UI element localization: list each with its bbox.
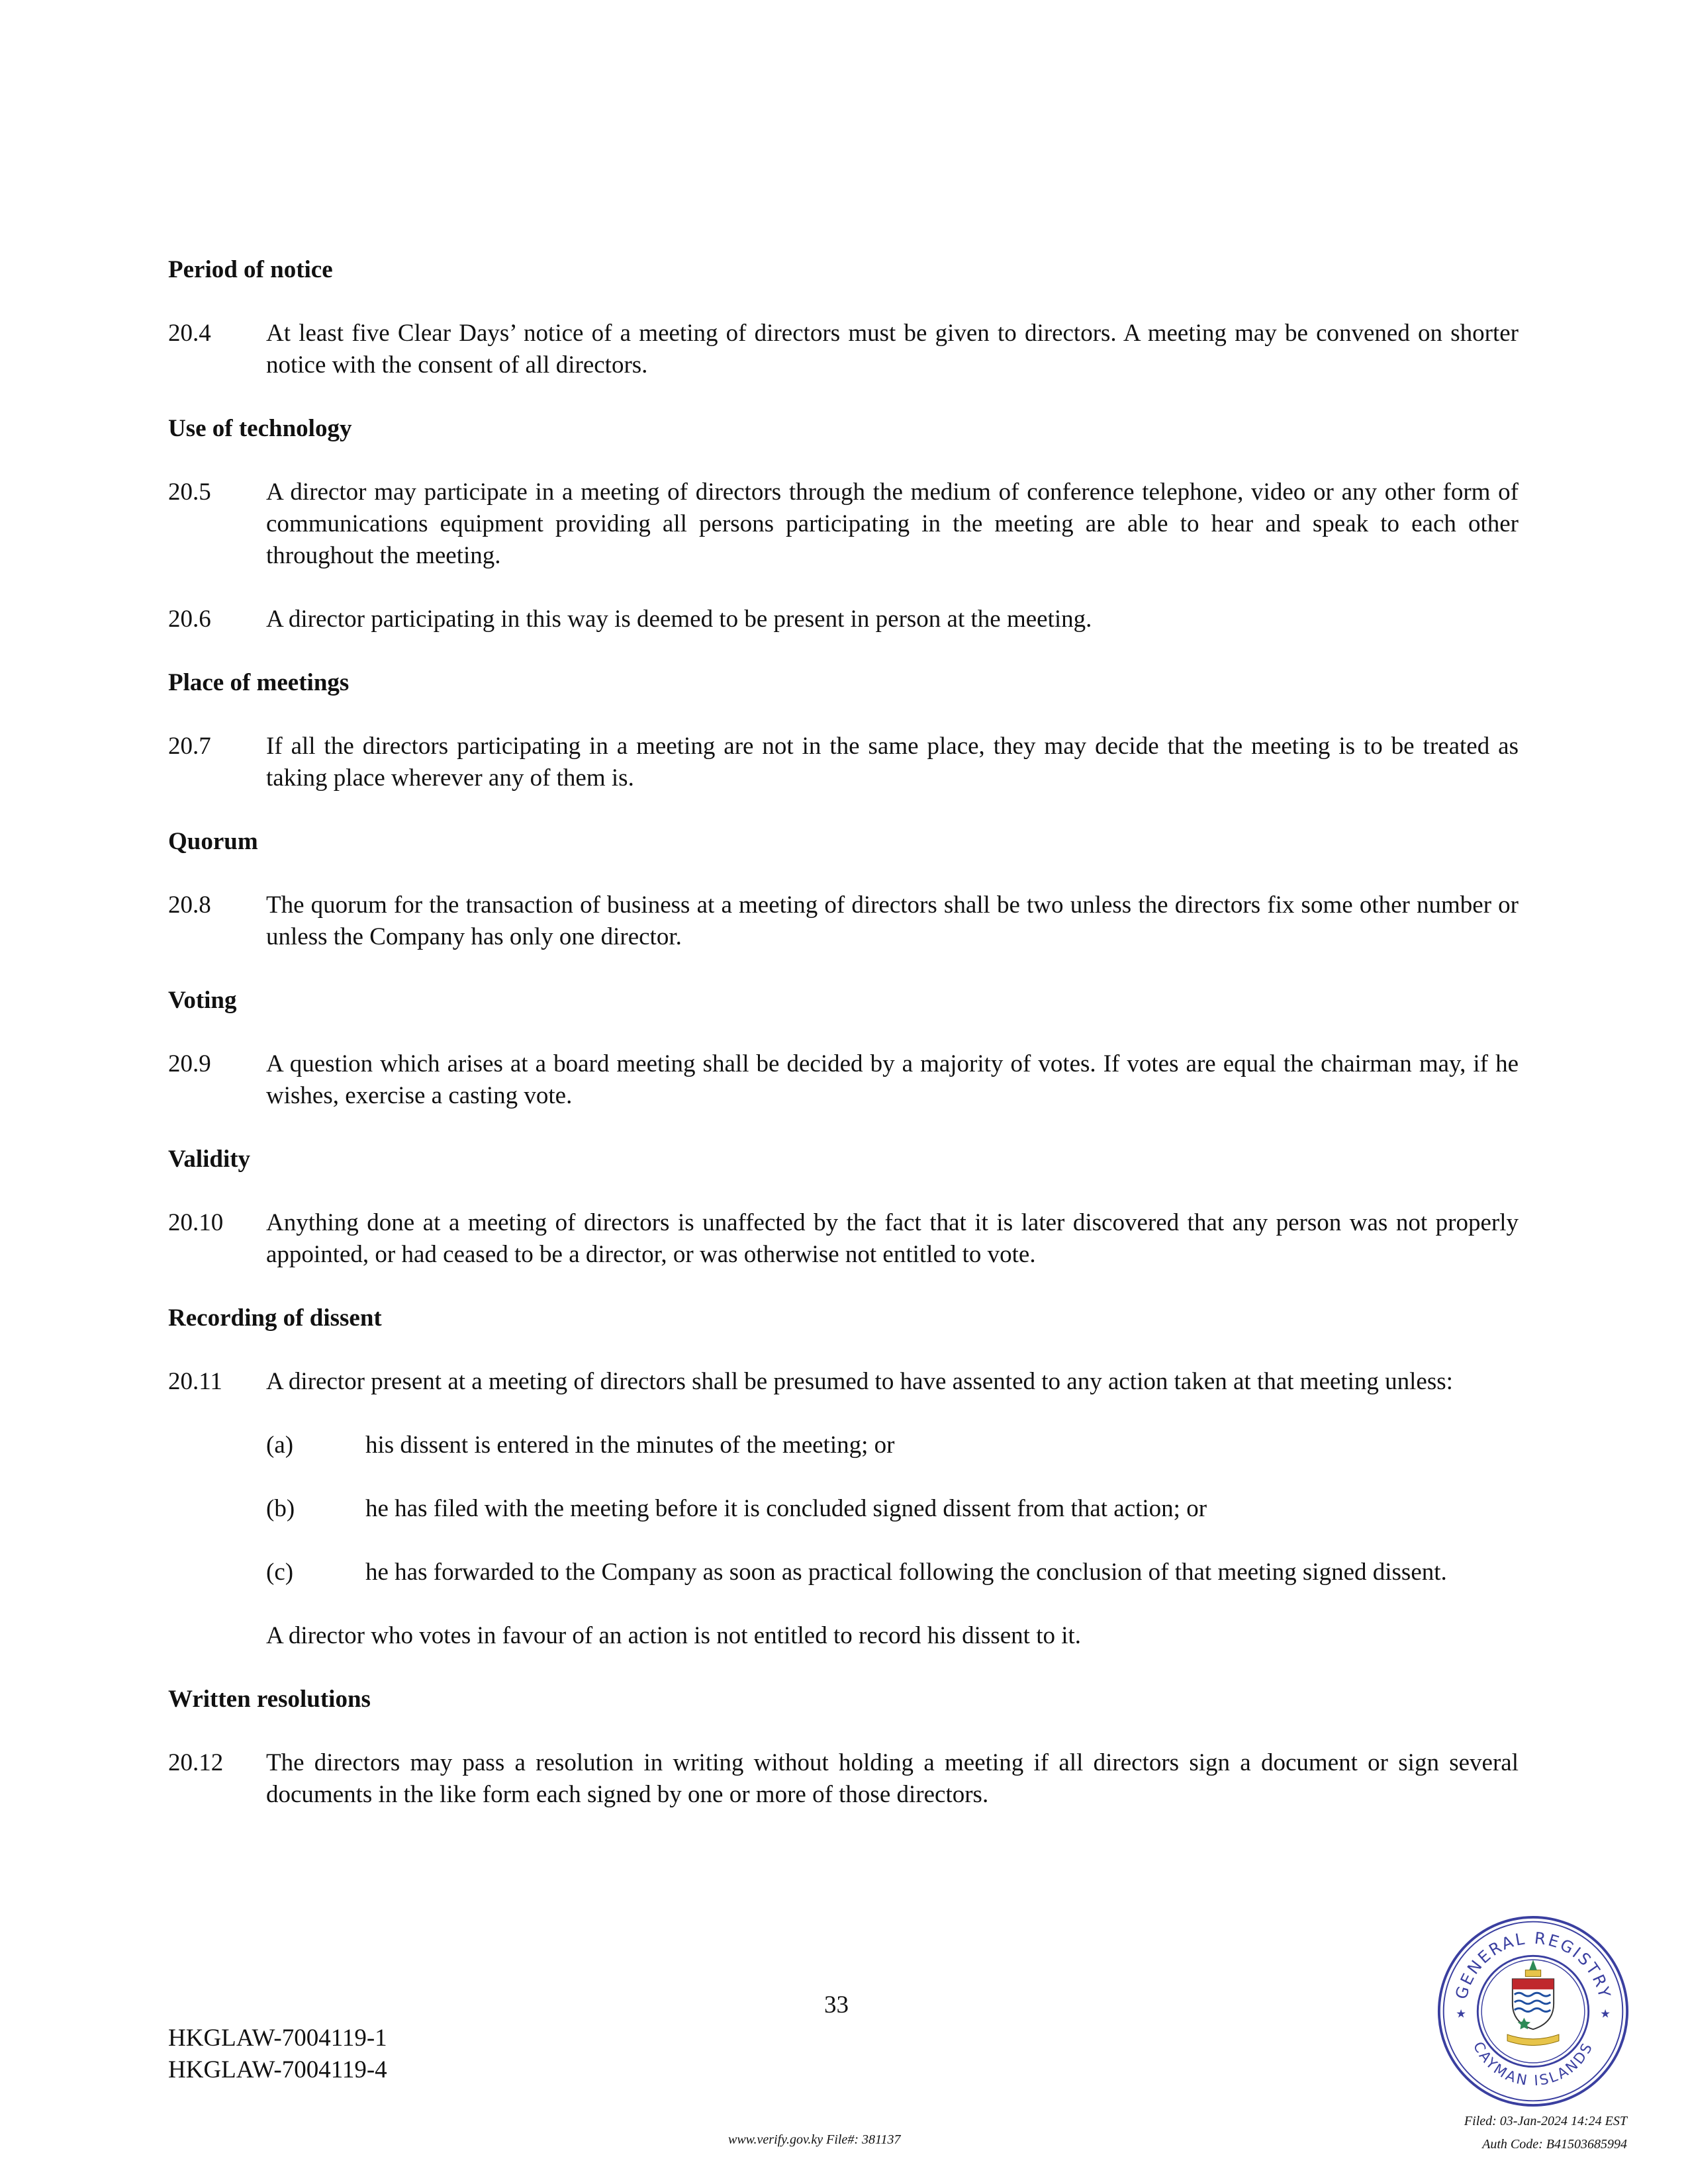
subclause-label: (a) [266,1432,294,1459]
svg-text:★: ★ [1600,2007,1611,2021]
clause-text: A director may participate in a meeting of directors through the medium of conference telephone, video or any other form of communications equipment providing all persons participating in the meeting are able to hear and speak to each other throughout the meeting. [266,478,1519,569]
svg-text:★: ★ [1456,2007,1466,2021]
page-number: 33 [824,1991,849,2019]
subclause-a [266,1430,1519,1461]
subclause-label: (b) [266,1495,295,1522]
clause-text: A director present at a meeting of directors shall be presumed to have assented to any action taken at that meeting unless: [266,1368,1453,1395]
clause-20-11 [168,1366,1519,1398]
clause-20-7 [168,731,1519,794]
heading-period-of-notice: Period of notice [168,256,333,283]
subclause-c [266,1557,1519,1588]
clause-text: A director participating in this way is deemed to be present in person at the meeting. [266,606,1092,633]
heading-recording-of-dissent: Recording of dissent [168,1304,382,1332]
general-registry-seal-icon [1436,1915,1630,2108]
document-references [168,2023,387,2086]
clause-number: 20.9 [168,1050,211,1077]
clause-number: 20.12 [168,1749,224,1776]
clause-20-4 [168,318,1519,381]
clause-text: Anything done at a meeting of directors is unaffected by the fact that it is later discovered that any person was not properly appointed, or had ceased to be a director, or was otherwise not entitled to vote. [266,1209,1519,1268]
heading-validity: Validity [168,1146,251,1173]
clause-text: The quorum for the transaction of business at a meeting of directors shall be two unless the directors fix some other number or unless the Company has only one director. [266,891,1519,950]
clause-20-10 [168,1207,1519,1271]
document-ref-1: HKGLAW-7004119-1 [168,2025,387,2052]
clause-number: 20.4 [168,320,211,347]
clause-number: 20.5 [168,478,211,506]
clause-20-12 [168,1747,1519,1811]
subclause-text: he has filed with the meeting before it is concluded signed dissent from that action; or [365,1495,1207,1522]
seal-bottom-text: CAYMAN ISLANDS [1469,2039,1597,2090]
clause-20-9 [168,1048,1519,1112]
clause-number: 20.6 [168,606,211,633]
document-body [168,254,1519,1843]
filed-date: Filed: 03-Jan-2024 14:24 EST [1464,2114,1627,2128]
svg-text:CAYMAN ISLANDS [1470,2039,1597,2089]
clause-number: 20.11 [168,1368,222,1395]
clause-text: If all the directors participating in a meeting are not in the same place, they may decide that the meeting is to be treated as taking place wherever any of them is. [266,733,1519,792]
filing-info [1429,2110,1627,2156]
clause-number: 20.10 [168,1209,224,1236]
heading-use-of-technology: Use of technology [168,415,352,442]
dissent-note: A director who votes in favour of an action is not entitled to record his dissent to it. [266,1622,1082,1649]
clause-text: At least five Clear Days’ notice of a meeting of directors must be given to directors. A meeting may be convened on shorter notice with the consent of all directors. [266,320,1519,379]
clause-20-5 [168,477,1519,572]
heading-written-resolutions: Written resolutions [168,1686,371,1713]
auth-code: Auth Code: B41503685994 [1482,2137,1627,2152]
clause-number: 20.7 [168,733,211,760]
clause-20-8 [168,889,1519,953]
seal-top-text: GENERAL REGISTRY [1451,1928,1615,2001]
clause-number: 20.8 [168,891,211,919]
subclause-text: his dissent is entered in the minutes of the meeting; or [365,1432,895,1459]
heading-quorum: Quorum [168,828,258,855]
verify-url: www.verify.gov.ky File#: 381137 [728,2132,901,2147]
clause-text: A question which arises at a board meeting shall be decided by a majority of votes. If votes are equal the chairman may, if he wishes, exercise a casting vote. [266,1050,1519,1109]
document-ref-2: HKGLAW-7004119-4 [168,2056,387,2083]
subclause-text: he has forwarded to the Company as soon as practical following the conclusion of that meeting signed dissent. [365,1559,1447,1586]
clause-text: The directors may pass a resolution in writing without holding a meeting if all directors sign a document or sign several documents in the like form each signed by one or more of those directors. [266,1749,1519,1808]
subclause-label: (c) [266,1559,294,1586]
heading-place-of-meetings: Place of meetings [168,669,350,696]
heading-voting: Voting [168,987,237,1014]
clause-20-6 [168,604,1519,635]
subclause-b [266,1493,1519,1525]
coat-of-arms-icon [1507,1960,1559,2045]
